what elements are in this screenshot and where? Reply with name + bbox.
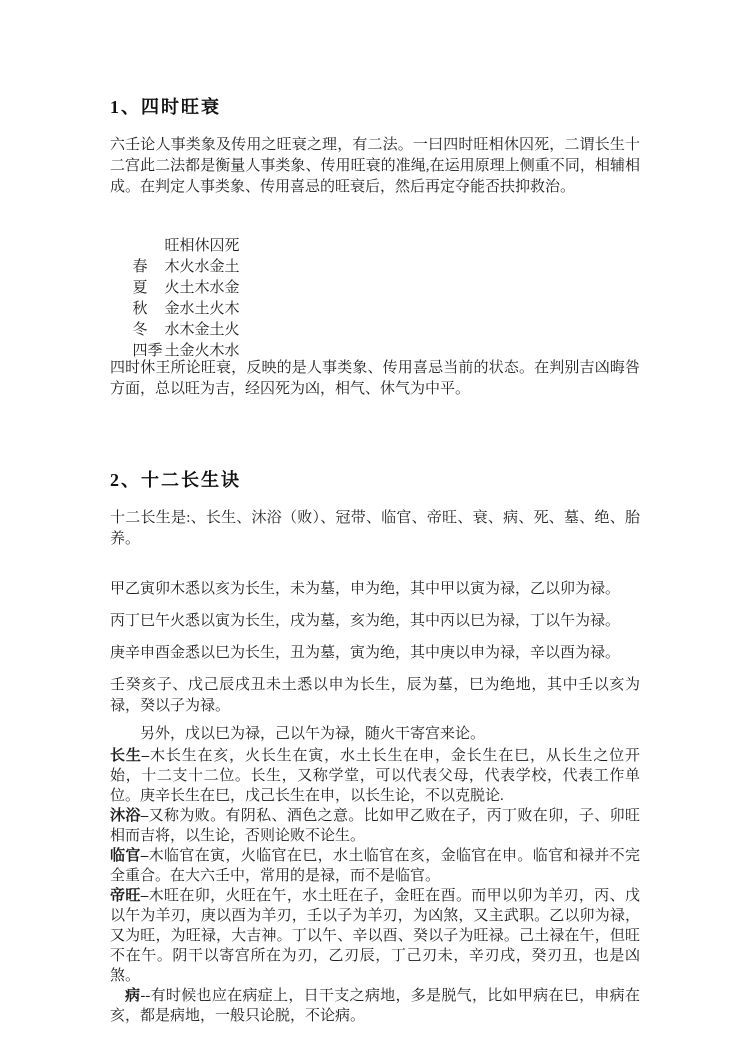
- elements-value: 金水土火木: [164, 301, 240, 317]
- season-label: 秋: [132, 301, 148, 317]
- definition-text: 又称为败。有阴私、酒色之意。比如甲乙败在子，丙丁败在卯，子、卯旺相而吉将，以生论，否则论败不论生。: [110, 808, 640, 844]
- section1-intro-paragraph: 六壬论人事类象及传用之旺衰之理，有二法。一曰四时旺相休囚死，二谓长生十二宫此二法都是衡量人事类象、传用旺衰的准绳,在运用原理上侧重不同，相辅相成。在判定人事类象、传用喜忌的旺衰后，然后再定夺能否扶抑救治。: [110, 137, 640, 195]
- section2-intro-paragraph: 十二长生是:、长生、沐浴（败）、冠带、临官、帝旺、衰、病、死、墓、绝、胎养。: [110, 510, 640, 547]
- definition-linguan: [110, 846, 640, 886]
- elements-value: 水木金土火: [164, 322, 240, 338]
- season-label: 冬: [132, 322, 148, 338]
- season-label: 夏: [132, 280, 148, 296]
- elements-value: 火土木水金: [164, 280, 240, 296]
- definition-term: 帝旺: [110, 888, 141, 904]
- changsheng-rule-wood: 甲乙寅卯木悉以亥为长生，未为墓，申为绝，其中甲以寅为禄，乙以卯为禄。: [110, 581, 621, 597]
- elements-value: 木火水金土: [164, 259, 240, 275]
- changsheng-rule-fire: 丙丁巳午火悉以寅为长生，戌为墓，亥为绝，其中丙以巳为禄，丁以午为禄。: [110, 613, 621, 629]
- definition-dash: –: [140, 808, 149, 824]
- definition-muyu: [110, 806, 640, 846]
- definition-text: 木旺在卯，火旺在午，水土旺在子，金旺在酉。而甲以卯为羊刃，丙、戊以午为羊刃，庚以酉为羊刃，壬以子为羊刃，为凶煞，又主武职。乙以卯为禄，又为旺，为旺禄，大吉神。丁以午、辛以酉、癸以子为旺禄。己土禄在午，但旺不在午。阴干以寄宫所在为刃，乙刃辰，丁己刃未，辛刃戌，癸刃丑，也是凶煞。: [110, 888, 640, 984]
- definition-dash: –: [140, 848, 149, 864]
- table-header-label: 旺相休囚死: [164, 238, 240, 254]
- lu-note-paragraph: 另外，戊以巳为禄，己以午为禄，随火干寄宫来论。: [140, 726, 486, 742]
- season-label: 春: [132, 259, 148, 275]
- definition-dash: --: [140, 988, 151, 1004]
- changsheng-rule-metal: 庚辛申酉金悉以巳为长生，丑为墓，寅为绝，其中庚以申为禄，辛以酉为禄。: [110, 645, 621, 661]
- definition-changsheng: [110, 746, 640, 806]
- definition-bing: [110, 986, 640, 1026]
- wangxiang-xiuqiu-table: [110, 215, 640, 359]
- definition-dash: –: [140, 888, 149, 904]
- definition-term: 沐浴: [110, 808, 141, 824]
- section1-summary-paragraph: 四时休王所论旺衰，反映的是人事类象、传用喜忌当前的状态。在判别吉凶晦咎方面，总以旺为吉，经囚死为凶，相气、休气为中平。: [110, 360, 640, 397]
- changsheng-rule-water-earth: 壬癸亥子、戊己辰戌丑未土悉以申为长生，辰为墓，巳为绝地，其中壬以亥为禄，癸以子为禄。: [110, 677, 640, 714]
- definition-dash: –: [141, 748, 150, 764]
- definition-text: 有时候也应在病症上，日干支之病地，多是脱气，比如甲病在巳，申病在亥，都是病地，一般只论脱，不论病。: [110, 988, 640, 1024]
- definition-diwang: [110, 886, 640, 986]
- elements-value: 土金火木水: [164, 343, 240, 359]
- definition-term: 临官: [110, 848, 141, 864]
- table-header-row: [110, 215, 640, 254]
- section1-title: 1、四时旺衰: [110, 97, 221, 117]
- season-label: 四季: [132, 343, 163, 359]
- definition-term: 长生: [110, 748, 142, 764]
- section2-title: 2、十二长生诀: [110, 470, 241, 490]
- definition-term: 病: [125, 988, 141, 1004]
- definition-text: 木临官在寅，火临官在巳，水土临官在亥，金临官在申。临官和禄并不完全重合。在大六壬中，常用的是禄，而不是临官。: [110, 848, 640, 884]
- definition-text: 木长生在亥，火长生在寅，水土长生在申，金长生在巳，从长生之位开始，十二支十二位。长生，又称学堂，可以代表父母，代表学校，代表工作单位。庚辛长生在巳，戊己长生在申，以长生论，不以克脱论.: [110, 748, 640, 804]
